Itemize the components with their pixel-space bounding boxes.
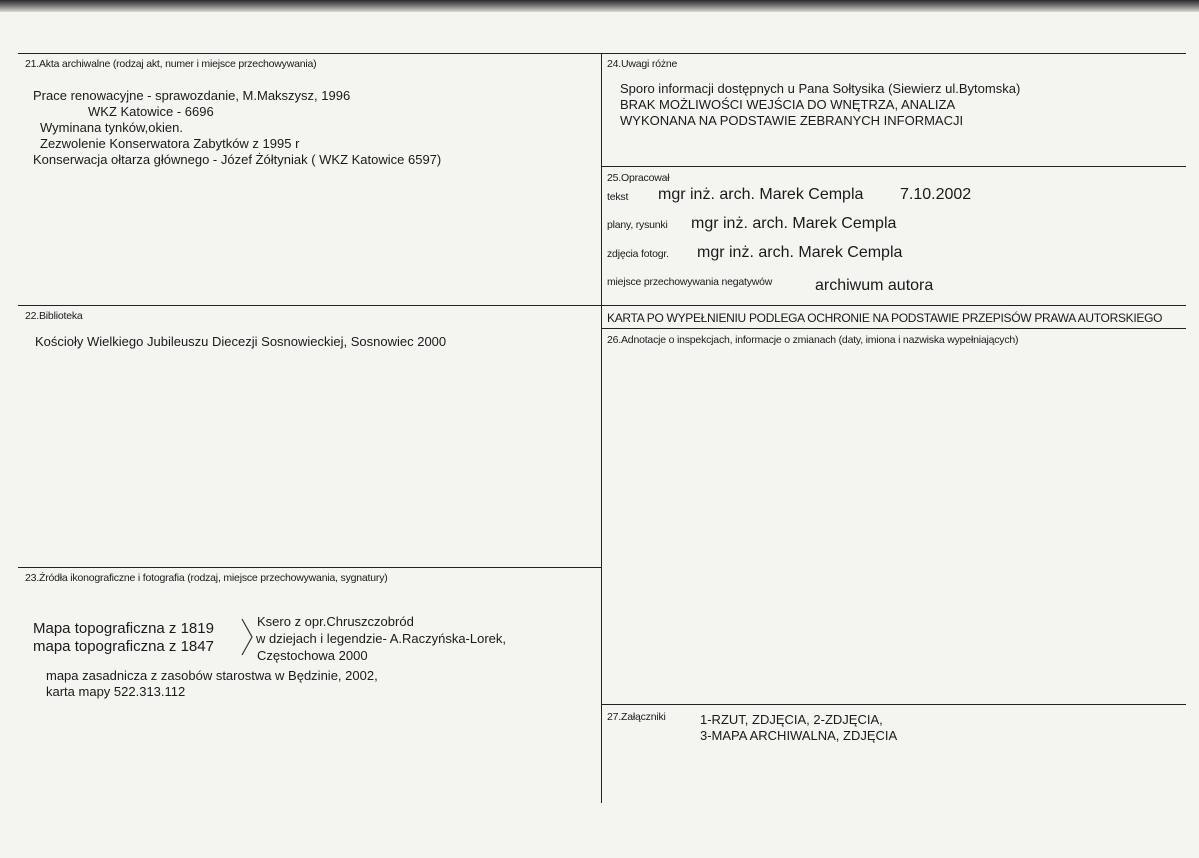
map-1847: mapa topograficzna z 1847 [33,638,214,655]
tekst-date: 7.10.2002 [900,186,972,203]
scan-edge [0,0,1199,12]
section-21-line-4: Zezwolenie Konserwatora Zabytków z 1995 r [40,136,300,151]
section-27-line-2: 3-MAPA ARCHIWALNA, ZDJĘCIA [700,728,898,743]
divider-23 [18,567,601,568]
section-24-line-2: BRAK MOŻLIWOŚCI WEJŚCIA DO WNĘTRZA, ANALIZA [620,97,956,112]
section-21-label: 21.Akta archiwalne (rodzaj akt, numer i miejsce przechowywania) [25,58,317,70]
section-24-label: 24.Uwagi różne [607,58,678,70]
section-21-line-5: Konserwacja ołtarza głównego - Józef Żółtyniak ( WKZ Katowice 6597) [33,152,442,167]
section-26-label: 26.Adnotacje o inspekcjach, informacje o zmianach (daty, imiona i nazwiska wypełniających) [607,334,1019,346]
divider-25-notice [601,305,1186,306]
section-21-line-2: WKZ Katowice - 6696 [88,104,214,119]
map-1819: Mapa topograficzna z 1819 [33,620,214,637]
tekst-label: tekst [607,191,629,203]
section-24-line-1: Sporo informacji dostępnych u Pana Sołtysika (Siewierz ul.Bytomska) [620,81,1021,96]
tekst-author: mgr inż. arch. Marek Cempla [658,186,864,203]
divider-notice-26 [601,328,1186,329]
divider-24-25 [601,166,1186,167]
section-23-extra-1: mapa zasadnicza z zasobów starostwa w Będzinie, 2002, [46,668,378,683]
section-22-label: 22.Biblioteka [25,310,83,322]
divider-26-27 [601,704,1186,705]
angle-bracket-icon [240,617,254,657]
zdjecia-author: mgr inż. arch. Marek Cempla [697,244,903,261]
section-22-text: Kościoły Wielkiego Jubileuszu Diecezji Sosnowieckiej, Sosnowiec 2000 [35,334,447,349]
copyright-notice: KARTA PO WYPEŁNIENIU PODLEGA OCHRONIE NA PODSTAWIE PRZEPISÓW PRAWA AUTORSKIEGO [607,311,1163,325]
section-23-extra-2: karta mapy 522.313.112 [46,684,186,699]
section-27-line-1: 1-RZUT, ZDJĘCIA, 2-ZDJĘCIA, [700,712,883,727]
section-27-label: 27.Załączniki [607,711,666,723]
negatywy-label: miejsce przechowywania negatywów [607,276,773,288]
section-25-label: 25.Opracował [607,172,670,184]
divider-21-22 [18,305,601,306]
zdjecia-label: zdjęcia fotogr. [607,248,669,260]
section-24-line-3: WYKONANA NA PODSTAWIE ZEBRANYCH INFORMACJI [620,113,964,128]
section-21-line-3: Wyminana tynków,okien. [40,120,183,135]
copy-source-line-1: Ksero z opr.Chruszczobród [257,614,414,629]
negatywy-value: archiwum autora [815,277,934,294]
top-rule [18,53,1186,54]
plany-author: mgr inż. arch. Marek Cempla [691,215,897,232]
copy-source-line-3: Częstochowa 2000 [257,648,368,663]
section-21-line-1: Prace renowacyjne - sprawozdanie, M.Makszysz, 1996 [33,88,351,103]
section-23-label: 23.Źródła ikonograficzne i fotografia (rodzaj, miejsce przechowywania, sygnatury) [25,572,388,584]
plany-label: plany, rysunki [607,219,668,231]
copy-source-line-2: w dziejach i legendzie- A.Raczyńska-Lorek, [256,631,507,646]
